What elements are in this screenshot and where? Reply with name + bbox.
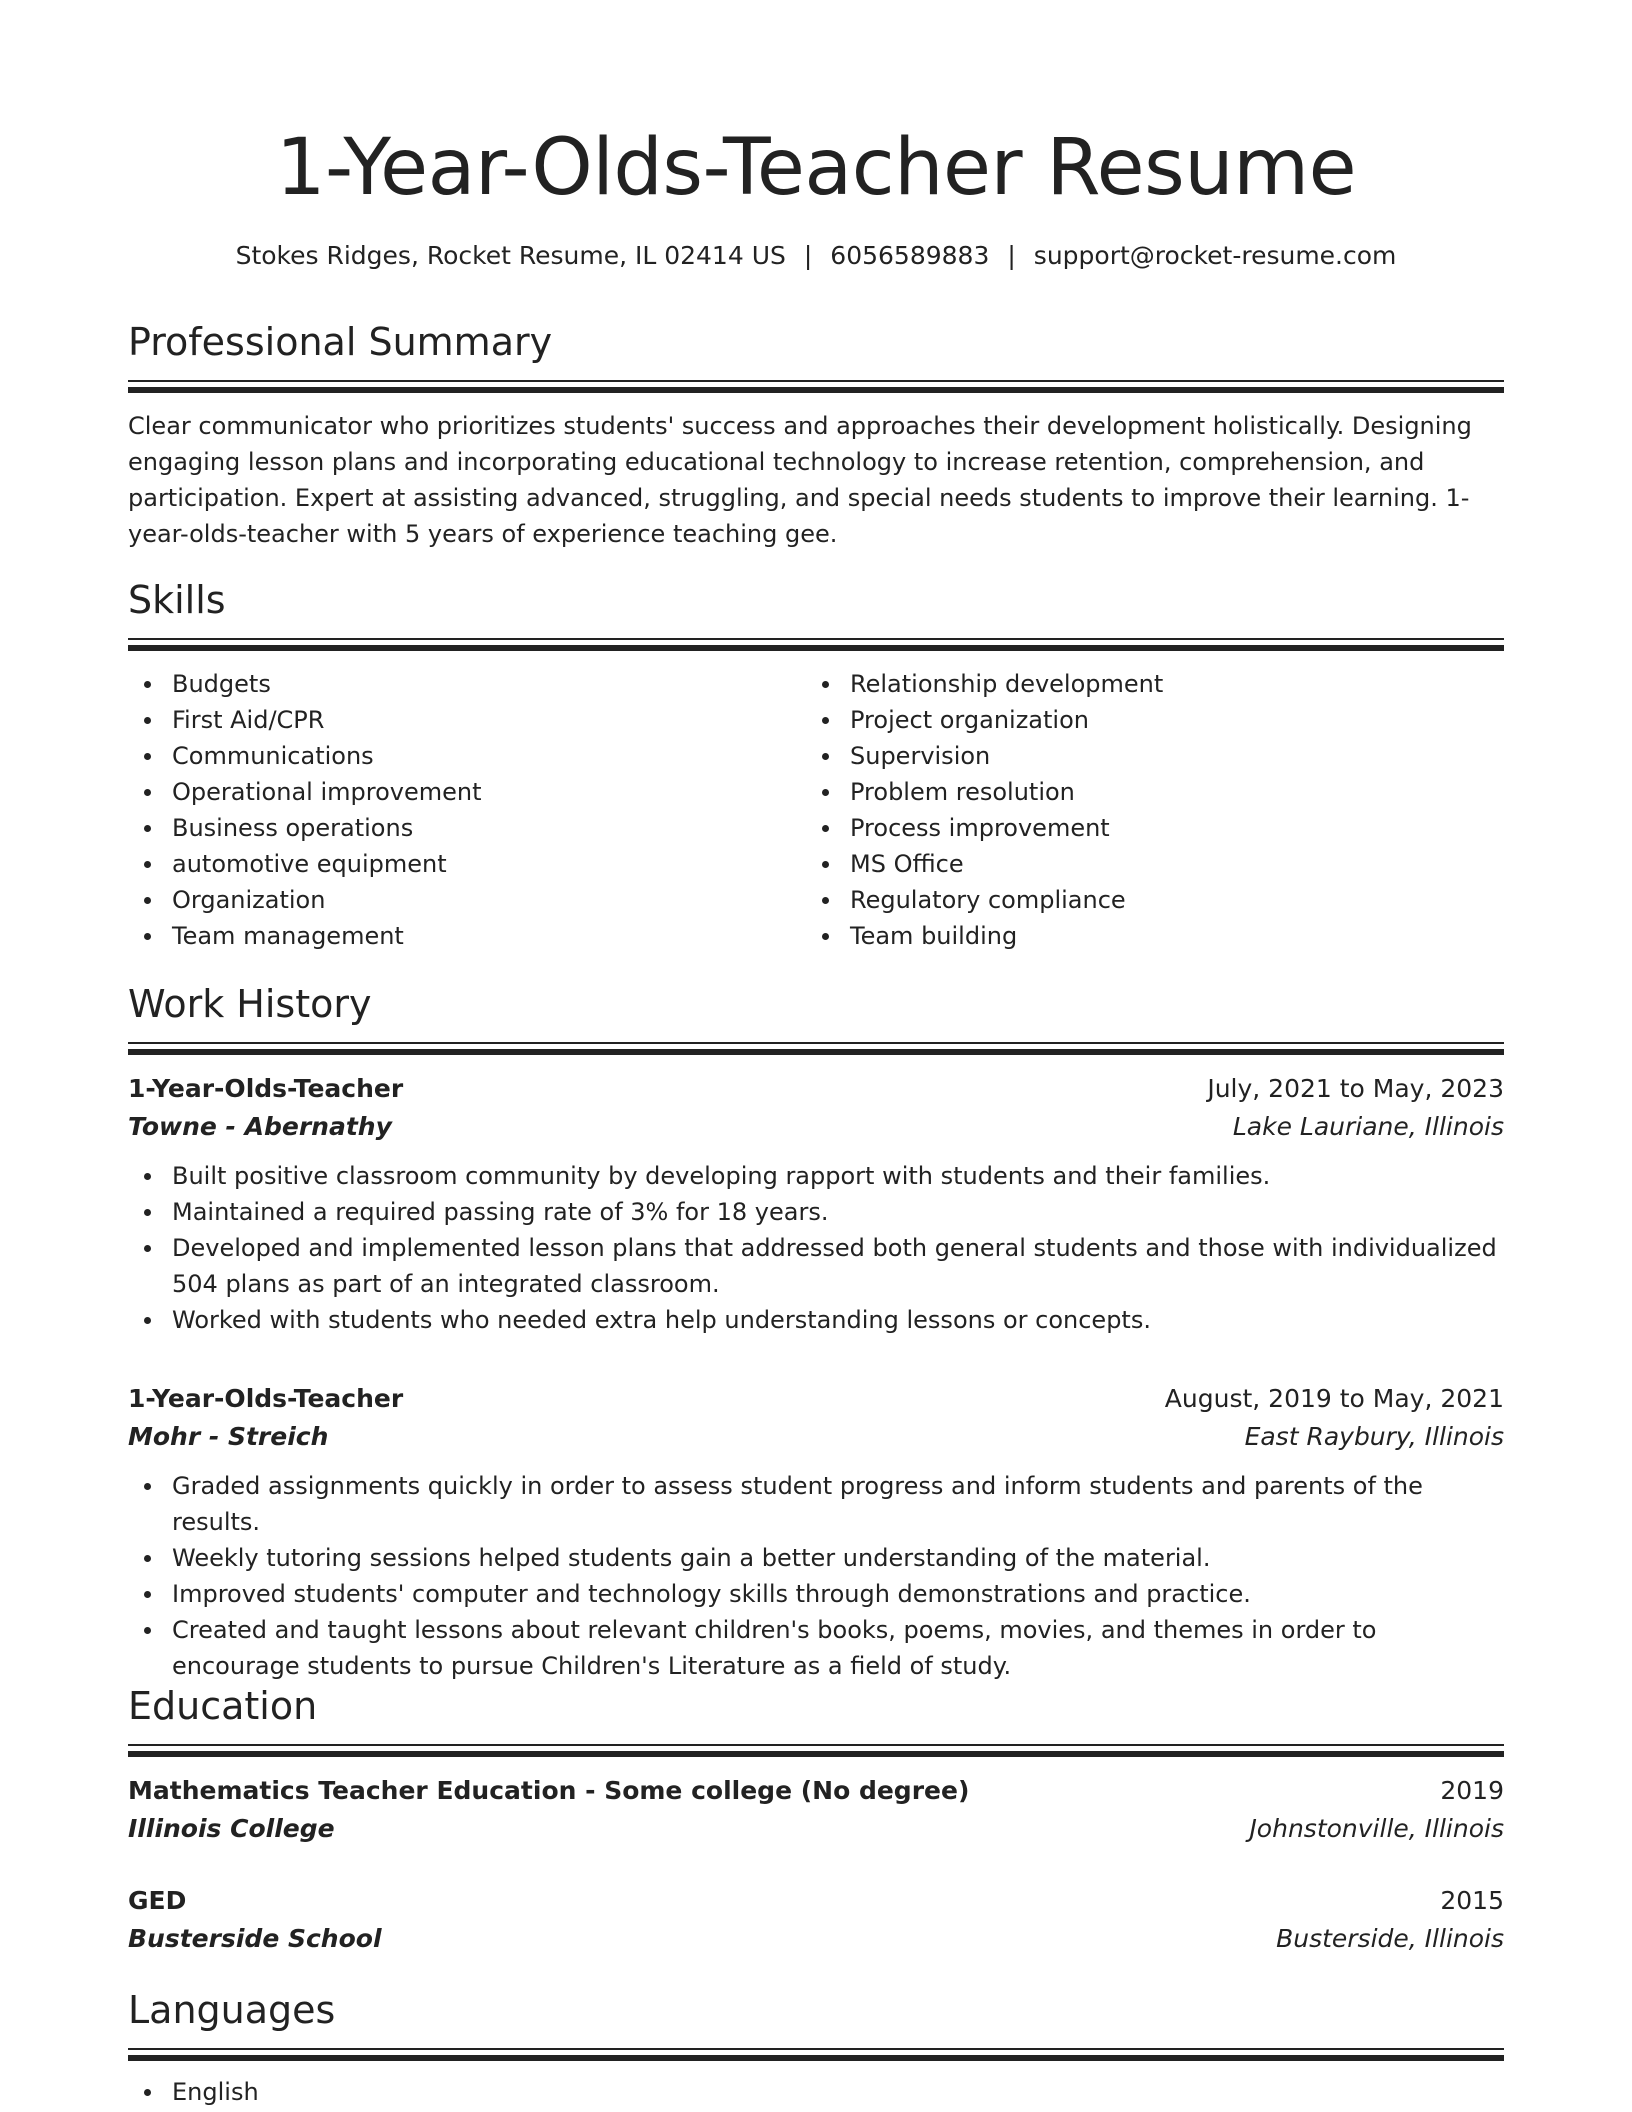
skill-item: First Aid/CPR <box>128 702 806 738</box>
section-rule <box>128 2048 1504 2062</box>
contact-address: Stokes Ridges, Rocket Resume, IL 02414 US <box>235 241 786 270</box>
skill-item: Team management <box>128 918 806 954</box>
skill-item: Project organization <box>806 702 1484 738</box>
job-company: Towne - Abernathy <box>128 1112 392 1141</box>
skill-item: Regulatory compliance <box>806 882 1484 918</box>
skill-item: Operational improvement <box>128 774 806 810</box>
education-heading: Education <box>128 1684 318 1728</box>
skill-item: MS Office <box>806 846 1484 882</box>
language-item: English <box>128 2074 1504 2110</box>
work-history-heading: Work History <box>128 982 372 1026</box>
job-location: East Raybury, Illinois <box>1244 1422 1504 1451</box>
contact-line <box>128 238 1504 274</box>
languages-list <box>128 2074 1504 2110</box>
skill-item: Supervision <box>806 738 1484 774</box>
education-entry <box>128 1772 1504 1848</box>
skills-list-left <box>128 666 806 954</box>
contact-separator: | <box>803 241 813 270</box>
job-dates: August, 2019 to May, 2021 <box>1164 1384 1504 1413</box>
skills-section <box>128 576 1504 954</box>
job-bullet: Developed and implemented lesson plans that addressed both general students and those with individualized 504 plans as part of an integrated classroom. <box>128 1230 1504 1302</box>
job-bullet: Created and taught lessons about relevant children's books, poems, movies, and themes in order to encourage students to pursue Children's Literature as a field of study. <box>128 1612 1504 1684</box>
skill-item: Communications <box>128 738 806 774</box>
education-location: Johnstonville, Illinois <box>1249 1814 1504 1843</box>
skills-list-right <box>806 666 1484 954</box>
skill-item: Relationship development <box>806 666 1484 702</box>
job-bullet: Graded assignments quickly in order to assess student progress and inform students and parents of the results. <box>128 1468 1504 1540</box>
skill-item: Process improvement <box>806 810 1484 846</box>
work-history-section <box>128 980 1504 1684</box>
education-school: Illinois College <box>128 1814 335 1843</box>
job-bullet: Maintained a required passing rate of 3% for 18 years. <box>128 1194 1504 1230</box>
summary-section <box>128 318 1504 552</box>
job-bullets <box>128 1158 1504 1338</box>
skill-item: Organization <box>128 882 806 918</box>
contact-email: support@rocket-resume.com <box>1033 241 1397 270</box>
job-entry <box>128 1070 1504 1338</box>
job-title: 1-Year-Olds-Teacher <box>128 1384 404 1413</box>
education-year: 2019 <box>1440 1776 1504 1805</box>
education-degree: Mathematics Teacher Education - Some college (No degree) <box>128 1776 970 1805</box>
job-entry <box>128 1380 1504 1684</box>
job-bullet: Weekly tutoring sessions helped students gain a better understanding of the material. <box>128 1540 1504 1576</box>
job-bullet: Built positive classroom community by developing rapport with students and their families. <box>128 1158 1504 1194</box>
contact-phone: 6056589883 <box>830 241 990 270</box>
skill-item: Problem resolution <box>806 774 1484 810</box>
section-rule <box>128 1744 1504 1758</box>
job-title: 1-Year-Olds-Teacher <box>128 1074 404 1103</box>
summary-heading: Professional Summary <box>128 320 553 364</box>
job-company: Mohr - Streich <box>128 1422 329 1451</box>
languages-heading: Languages <box>128 1988 336 2032</box>
skills-columns <box>128 666 1504 954</box>
job-bullets <box>128 1468 1504 1684</box>
section-rule <box>128 638 1504 652</box>
skill-item: Business operations <box>128 810 806 846</box>
summary-text: Clear communicator who prioritizes students' success and approaches their development holistically. Designing engaging lesson plans and incorporating educational technology to increase retention, comprehension, and participation. Expert at assisting advanced, struggling, and special needs students to improve their learning. 1-year-olds-teacher with 5 years of experience teaching gee. <box>128 412 1472 548</box>
section-rule <box>128 380 1504 394</box>
job-dates: July, 2021 to May, 2023 <box>1207 1074 1504 1103</box>
education-entry <box>128 1882 1504 1958</box>
resume-title: 1-Year-Olds-Teacher Resume <box>275 123 1357 213</box>
skill-item: automotive equipment <box>128 846 806 882</box>
education-section <box>128 1682 1504 1958</box>
skill-item: Team building <box>806 918 1484 954</box>
contact-separator: | <box>1007 241 1016 270</box>
education-year: 2015 <box>1440 1886 1504 1915</box>
job-bullet: Improved students' computer and technology skills through demonstrations and practice. <box>128 1576 1504 1612</box>
job-location: Lake Lauriane, Illinois <box>1232 1112 1504 1141</box>
skills-heading: Skills <box>128 578 226 622</box>
skill-item: Budgets <box>128 666 806 702</box>
job-bullet: Worked with students who needed extra help understanding lessons or concepts. <box>128 1302 1504 1338</box>
section-rule <box>128 1042 1504 1056</box>
education-location: Busterside, Illinois <box>1276 1924 1504 1953</box>
education-school: Busterside School <box>128 1924 382 1953</box>
education-degree: GED <box>128 1886 187 1915</box>
languages-section <box>128 1986 1504 2110</box>
